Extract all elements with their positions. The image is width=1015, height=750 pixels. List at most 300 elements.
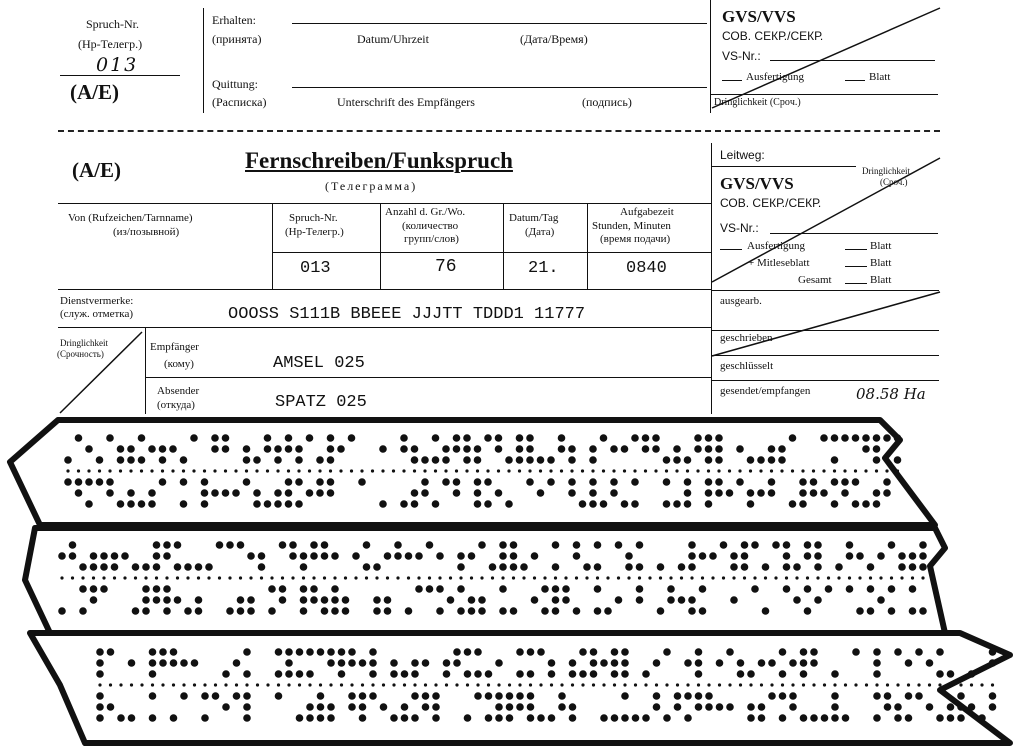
tape-punch-hole <box>562 585 570 593</box>
tape-sprocket-hole <box>413 683 416 686</box>
tape-punch-hole <box>295 456 303 464</box>
tape-punch-hole <box>709 552 717 560</box>
tape-punch-hole <box>989 703 997 711</box>
tape-sprocket-hole <box>560 683 563 686</box>
tape-sprocket-hole <box>486 469 489 472</box>
tape-punch-hole <box>909 607 917 615</box>
tape-punch-hole <box>541 607 549 615</box>
tape-punch-hole <box>411 714 419 722</box>
tape-punch-hole <box>716 659 724 667</box>
tape-sprocket-hole <box>739 683 742 686</box>
tape-sprocket-hole <box>738 469 741 472</box>
tape-punch-hole <box>243 456 251 464</box>
tape-punch-hole <box>505 456 513 464</box>
form-blatt-3: Blatt <box>870 274 892 286</box>
tape-punch-hole <box>705 434 713 442</box>
tape-sprocket-hole <box>781 683 784 686</box>
tape-punch-hole <box>58 607 66 615</box>
tape-punch-hole <box>195 563 203 571</box>
tape-punch-hole <box>594 563 602 571</box>
tape-sprocket-hole <box>938 683 941 686</box>
tape-punch-hole <box>359 659 367 667</box>
tape-punch-hole <box>306 489 314 497</box>
tape-sprocket-hole <box>602 683 605 686</box>
tape-sprocket-hole <box>71 576 74 579</box>
tape-punch-hole <box>237 607 245 615</box>
tape-punch-hole <box>474 445 482 453</box>
tape-sprocket-hole <box>875 683 878 686</box>
dringlichkeit-left: Dringlichkeit <box>60 338 108 348</box>
tape-sprocket-hole <box>102 576 105 579</box>
tape-sprocket-hole <box>228 576 231 579</box>
tape-sprocket-hole <box>812 683 815 686</box>
tape-punch-hole <box>657 563 665 571</box>
tape-punch-hole <box>359 714 367 722</box>
tape-punch-hole <box>163 585 171 593</box>
tape-punch-hole <box>163 596 171 604</box>
tape-punch-hole <box>548 670 556 678</box>
tape-sprocket-hole <box>319 683 322 686</box>
tape-punch-hole <box>142 607 150 615</box>
tape-punch-hole <box>142 563 150 571</box>
tape-punch-hole <box>526 456 534 464</box>
tape-punch-hole <box>258 552 266 560</box>
tape-punch-hole <box>510 563 518 571</box>
tape-punch-hole <box>663 500 671 508</box>
tape-punch-hole <box>285 500 293 508</box>
tape-punch-hole <box>873 500 881 508</box>
tape-punch-hole <box>463 445 471 453</box>
tape-punch-hole <box>715 434 723 442</box>
tape-punch-hole <box>342 596 350 604</box>
tape-punch-hole <box>846 552 854 560</box>
tape-punch-hole <box>306 670 314 678</box>
tape-punch-hole <box>657 607 665 615</box>
tape-sprocket-hole <box>365 576 368 579</box>
tape-punch-hole <box>216 541 224 549</box>
tape-punch-hole <box>636 541 644 549</box>
tape-punch-hole <box>180 659 188 667</box>
tape-sprocket-hole <box>623 683 626 686</box>
tape-punch-hole <box>747 714 755 722</box>
tape-punch-hole <box>96 703 104 711</box>
tape-sprocket-hole <box>633 469 636 472</box>
tape-punch-hole <box>485 714 493 722</box>
tape-punch-hole <box>426 541 434 549</box>
tape-punch-hole <box>247 596 255 604</box>
tape-punch-hole <box>184 607 192 615</box>
tape-punch-hole <box>888 607 896 615</box>
tape-punch-hole <box>411 500 419 508</box>
tape-punch-hole <box>688 552 696 560</box>
tape-punch-hole <box>474 670 482 678</box>
tape-punch-hole <box>835 563 843 571</box>
tape-punch-hole <box>594 541 602 549</box>
tape-punch-hole <box>289 552 297 560</box>
tape-punch-hole <box>163 607 171 615</box>
receipt-dringlichkeit: Dringlichkeit (Срoч.) <box>714 97 801 108</box>
col-spruch: Spruch-Nr. <box>289 212 338 224</box>
tape-punch-hole <box>499 585 507 593</box>
tape-sprocket-hole <box>833 683 836 686</box>
tape-punch-hole <box>841 434 849 442</box>
receipt-spruch-value: 013 <box>96 54 139 76</box>
tape-punch-hole <box>552 596 560 604</box>
tape-punch-hole <box>510 541 518 549</box>
tape-punch-hole <box>373 596 381 604</box>
tape-punch-hole <box>117 500 125 508</box>
tape-punch-hole <box>810 659 818 667</box>
tape-sprocket-hole <box>234 469 237 472</box>
tape-punch-hole <box>79 563 87 571</box>
tape-punch-hole <box>149 670 157 678</box>
tape-sprocket-hole <box>235 683 238 686</box>
tape-punch-hole <box>316 489 324 497</box>
tape-punch-hole <box>453 659 461 667</box>
tape-punch-hole <box>684 456 692 464</box>
dienstvermerke-value: OOOSS S111B BBEEE JJJTT TDDD1 11777 <box>228 305 586 324</box>
tape-punch-hole <box>594 585 602 593</box>
tape-punch-hole <box>180 478 188 486</box>
tape-sprocket-hole <box>470 576 473 579</box>
tape-punch-hole <box>841 478 849 486</box>
tape-punch-hole <box>636 585 644 593</box>
tape-punch-hole <box>296 648 304 656</box>
tape-punch-hole <box>694 434 702 442</box>
tape-punch-hole <box>426 585 434 593</box>
tape-punch-hole <box>758 659 766 667</box>
tape-punch-hole <box>274 445 282 453</box>
tape-sprocket-hole <box>690 576 693 579</box>
tape-sprocket-hole <box>224 683 227 686</box>
tape-strip-1 <box>10 420 935 525</box>
tape-sprocket-hole <box>854 469 857 472</box>
tape-punch-hole <box>831 456 839 464</box>
tape-punch-hole <box>569 670 577 678</box>
quittung-label: Quittung: <box>212 77 259 91</box>
tape-sprocket-hole <box>375 576 378 579</box>
tape-punch-hole <box>884 692 892 700</box>
tape-sprocket-hole <box>518 683 521 686</box>
tape-sprocket-hole <box>87 469 90 472</box>
tape-punch-hole <box>64 478 72 486</box>
tape-punch-hole <box>779 692 787 700</box>
tape-punch-hole <box>600 659 608 667</box>
tape-punch-hole <box>862 500 870 508</box>
tape-punch-hole <box>978 714 986 722</box>
tape-punch-hole <box>919 541 927 549</box>
tape-sprocket-hole <box>634 683 637 686</box>
tape-punch-hole <box>642 670 650 678</box>
tape-punch-hole <box>804 585 812 593</box>
tape-punch-hole <box>621 670 629 678</box>
tape-punch-hole <box>289 541 297 549</box>
tape-punch-hole <box>642 434 650 442</box>
dringlichkeit-left-ru: (Срочность) <box>57 349 104 359</box>
tape-punch-hole <box>453 648 461 656</box>
tape-punch-hole <box>804 541 812 549</box>
tape-punch-hole <box>363 541 371 549</box>
tape-punch-hole <box>793 563 801 571</box>
tape-sprocket-hole <box>764 576 767 579</box>
tape-sprocket-hole <box>816 576 819 579</box>
tape-punch-hole <box>253 456 261 464</box>
tape-punch-hole <box>673 445 681 453</box>
tape-punch-hole <box>621 445 629 453</box>
tape-sprocket-hole <box>459 576 462 579</box>
tape-sprocket-hole <box>466 683 469 686</box>
tape-punch-hole <box>831 478 839 486</box>
tape-punch-hole <box>75 434 83 442</box>
tape-sprocket-hole <box>239 576 242 579</box>
tape-punch-hole <box>537 456 545 464</box>
tape-sprocket-hole <box>455 469 458 472</box>
col-anzahl-ru1: (количество <box>402 220 459 232</box>
tape-punch-hole <box>279 596 287 604</box>
tape-punch-hole <box>384 552 392 560</box>
tape-punch-hole <box>163 541 171 549</box>
tape-punch-hole <box>873 659 881 667</box>
tape-sprocket-hole <box>434 683 437 686</box>
tape-sprocket-hole <box>949 683 952 686</box>
tape-punch-hole <box>873 648 881 656</box>
geschluesselt-label: geschlüsselt <box>720 360 774 372</box>
tape-sprocket-hole <box>858 576 861 579</box>
tape-sprocket-hole <box>193 683 196 686</box>
tape-sprocket-hole <box>287 469 290 472</box>
tape-punch-hole <box>730 563 738 571</box>
tape-punch-hole <box>737 670 745 678</box>
tape-punch-hole <box>327 659 335 667</box>
tape-sprocket-hole <box>361 683 364 686</box>
tape-punch-hole <box>201 714 209 722</box>
tape-sprocket-hole <box>333 576 336 579</box>
tape-sprocket-hole <box>717 469 720 472</box>
tape-punch-hole <box>573 541 581 549</box>
tape-sprocket-hole <box>823 683 826 686</box>
tape-punch-hole <box>936 670 944 678</box>
tape-punch-hole <box>96 659 104 667</box>
tape-sprocket-hole <box>182 683 185 686</box>
absender-label: Absender <box>157 385 200 397</box>
unterschrift-label: Unterschrift des Empfängers <box>337 95 475 109</box>
tape-punch-hole <box>873 692 881 700</box>
tape-punch-hole <box>527 670 535 678</box>
tape-punch-hole <box>222 489 230 497</box>
tape-punch-hole <box>652 434 660 442</box>
tape-punch-hole <box>474 478 482 486</box>
tape-punch-hole <box>258 563 266 571</box>
tape-punch-hole <box>369 692 377 700</box>
tape-punch-hole <box>867 563 875 571</box>
ausgearb-label: ausgearb. <box>720 295 762 307</box>
tape-punch-hole <box>274 489 282 497</box>
tape-sprocket-hole <box>522 576 525 579</box>
tape-punch-hole <box>841 489 849 497</box>
tape-sprocket-hole <box>606 576 609 579</box>
tape-punch-hole <box>873 456 881 464</box>
tape-punch-hole <box>831 703 839 711</box>
tape-punch-hole <box>506 703 514 711</box>
tape-sprocket-hole <box>108 469 111 472</box>
tape-punch-hole <box>873 714 881 722</box>
tape-sprocket-hole <box>245 683 248 686</box>
tape-punch-hole <box>243 445 251 453</box>
form-gesamt: Gesamt <box>798 274 832 286</box>
tape-punch-hole <box>667 585 675 593</box>
tape-punch-hole <box>695 659 703 667</box>
tape-sprocket-hole <box>806 576 809 579</box>
tape-punch-hole <box>484 434 492 442</box>
tape-punch-hole <box>457 563 465 571</box>
tape-punch-hole <box>905 692 913 700</box>
tape-punch-hole <box>153 552 161 560</box>
tape-punch-hole <box>936 648 944 656</box>
tape-punch-hole <box>741 552 749 560</box>
tape-sprocket-hole <box>533 576 536 579</box>
col-aufgabe2: Stunden, Minuten <box>592 220 671 232</box>
tape-punch-hole <box>317 703 325 711</box>
tape-sprocket-hole <box>770 683 773 686</box>
tape-punch-hole <box>499 607 507 615</box>
tape-sprocket-hole <box>266 469 269 472</box>
tape-punch-hole <box>317 714 325 722</box>
tape-punch-hole <box>327 445 335 453</box>
tape-punch-hole <box>453 489 461 497</box>
tape-punch-hole <box>909 585 917 593</box>
tape-punch-hole <box>348 648 356 656</box>
tape-sprocket-hole <box>543 576 546 579</box>
tape-sprocket-hole <box>245 469 248 472</box>
tape-punch-hole <box>688 607 696 615</box>
tape-punch-hole <box>842 714 850 722</box>
tape-punch-hole <box>779 670 787 678</box>
tape-punch-hole <box>800 648 808 656</box>
tape-punch-hole <box>184 563 192 571</box>
tape-punch-hole <box>499 552 507 560</box>
tape-punch-hole <box>957 692 965 700</box>
tape-sprocket-hole <box>98 683 101 686</box>
tape-punch-hole <box>705 692 713 700</box>
tape-punch-hole <box>552 541 560 549</box>
tape-punch-hole <box>296 714 304 722</box>
tape-punch-hole <box>516 703 524 711</box>
val-datum: 21. <box>528 259 559 278</box>
tape-sprocket-hole <box>512 576 515 579</box>
tape-punch-hole <box>846 585 854 593</box>
tape-punch-hole <box>684 478 692 486</box>
tape-punch-hole <box>211 434 219 442</box>
tape-punch-hole <box>327 714 335 722</box>
tape-sprocket-hole <box>844 683 847 686</box>
tape-punch-hole <box>537 489 545 497</box>
tape-punch-hole <box>547 478 555 486</box>
tape-sprocket-hole <box>539 683 542 686</box>
tape-punch-hole <box>768 478 776 486</box>
tape-punch-hole <box>170 659 178 667</box>
tape-punch-hole <box>552 585 560 593</box>
tape-punch-hole <box>968 670 976 678</box>
tape-punch-hole <box>411 670 419 678</box>
tape-punch-hole <box>201 692 209 700</box>
tape-sprocket-hole <box>172 683 175 686</box>
tape-sprocket-hole <box>392 683 395 686</box>
tape-punch-hole <box>736 445 744 453</box>
tape-punch-hole <box>600 434 608 442</box>
tape-sprocket-hole <box>297 469 300 472</box>
tape-sprocket-hole <box>885 469 888 472</box>
tape-punch-hole <box>694 445 702 453</box>
tape-sprocket-hole <box>203 469 206 472</box>
tape-sprocket-hole <box>612 469 615 472</box>
tape-punch-hole <box>957 703 965 711</box>
tape-punch-hole <box>558 703 566 711</box>
tape-punch-hole <box>348 703 356 711</box>
tape-punch-hole <box>379 500 387 508</box>
dienstvermerke-label-ru: (служ. отметка) <box>60 308 134 320</box>
tape-punch-hole <box>331 596 339 604</box>
tape-punch-hole <box>793 596 801 604</box>
tape-punch-hole <box>814 541 822 549</box>
tape-punch-hole <box>611 659 619 667</box>
tape-punch-hole <box>337 445 345 453</box>
tape-punch-hole <box>800 714 808 722</box>
tape-sprocket-hole <box>654 469 657 472</box>
tape-sprocket-hole <box>119 683 122 686</box>
unterschrift-label-ru: (подпись) <box>582 95 632 109</box>
tape-punch-hole <box>138 456 146 464</box>
tape-punch-hole <box>741 541 749 549</box>
tape-punch-hole <box>537 714 545 722</box>
tape-punch-hole <box>758 714 766 722</box>
tape-punch-hole <box>237 541 245 549</box>
receipt-class-ru: СОВ. СЕКР./СЕКР. <box>722 29 824 43</box>
tape-punch-hole <box>531 596 539 604</box>
tape-sprocket-hole <box>596 576 599 579</box>
tape-punch-hole <box>148 489 156 497</box>
tape-sprocket-hole <box>81 576 84 579</box>
tape-punch-hole <box>810 714 818 722</box>
tape-sprocket-hole <box>749 469 752 472</box>
tape-sprocket-hole <box>529 683 532 686</box>
tape-punch-hole <box>583 563 591 571</box>
tape-punch-hole <box>338 659 346 667</box>
tape-sprocket-hole <box>760 683 763 686</box>
tape-punch-hole <box>673 500 681 508</box>
tape-punch-hole <box>831 670 839 678</box>
tape-punch-hole <box>415 552 423 560</box>
tape-sprocket-hole <box>155 576 158 579</box>
tape-sprocket-hole <box>92 576 95 579</box>
tape-punch-hole <box>799 500 807 508</box>
tape-punch-hole <box>222 434 230 442</box>
tape-punch-hole <box>153 563 161 571</box>
tape-punch-hole <box>149 648 157 656</box>
tape-punch-hole <box>495 445 503 453</box>
tape-punch-hole <box>327 703 335 711</box>
tape-punch-hole <box>783 552 791 560</box>
tape-punch-hole <box>222 670 230 678</box>
tape-punch-hole <box>527 703 535 711</box>
col-anzahl: Anzahl d. Gr./Wo. <box>385 206 466 218</box>
tape-punch-hole <box>96 714 104 722</box>
tape-punch-hole <box>747 670 755 678</box>
geschrieben-label: geschrieben <box>720 332 773 344</box>
tape-punch-hole <box>915 648 923 656</box>
tape-punch-hole <box>310 585 318 593</box>
tape-punch-hole <box>432 500 440 508</box>
tape-punch-hole <box>69 541 77 549</box>
